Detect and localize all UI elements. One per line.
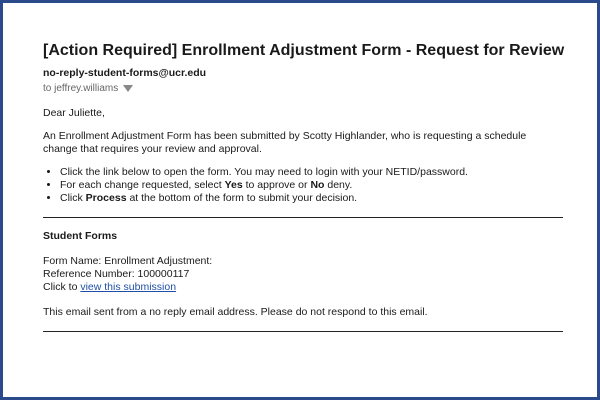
step-3-pre: Click: [60, 192, 86, 204]
step-1-text: Click the link below to open the form. You may need to login with your NETID/password.: [60, 166, 468, 178]
section-title: Student Forms: [43, 230, 118, 242]
email-sender: no-reply-student-forms@ucr.edu: [43, 67, 207, 79]
divider: [43, 331, 563, 332]
step-2-no: No: [310, 179, 325, 191]
step-2-yes: Yes: [224, 179, 243, 191]
view-submission-link[interactable]: view this submission: [80, 281, 177, 293]
step-2-post: deny.: [324, 179, 353, 191]
caret-down-icon[interactable]: [123, 85, 133, 92]
divider: [43, 217, 563, 218]
view-submission-line: [43, 281, 563, 294]
reference-number: Reference Number: 100000117: [43, 268, 190, 280]
click-to-label: Click to: [43, 281, 81, 293]
list-item: [60, 192, 563, 205]
no-reply-notice: This email sent from a no reply email address. Please do not respond to this email.: [43, 306, 428, 318]
instruction-list: [43, 166, 563, 205]
email-subject: [Action Required] Enrollment Adjustment Form - Request for Review: [43, 42, 565, 59]
intro-paragraph: An Enrollment Adjustment Form has been submitted by Scotty Highlander, who is requesting a schedule change that requires your review and approval.: [43, 130, 527, 155]
step-3-process: Process: [85, 192, 127, 204]
form-name: Form Name: Enrollment Adjustment:: [43, 255, 213, 267]
email-body: [43, 41, 563, 332]
greeting: Dear Juliette,: [43, 107, 105, 119]
step-3-post: at the bottom of the form to submit your decision.: [126, 192, 358, 204]
list-item: [60, 179, 563, 192]
step-2-mid: to approve or: [242, 179, 311, 191]
recipient-label: to jeffrey.williams: [43, 83, 119, 94]
list-item: [60, 166, 563, 179]
email-recipient: [43, 82, 563, 95]
submission-info: [43, 255, 563, 294]
step-2-pre: For each change requested, select: [60, 179, 225, 191]
